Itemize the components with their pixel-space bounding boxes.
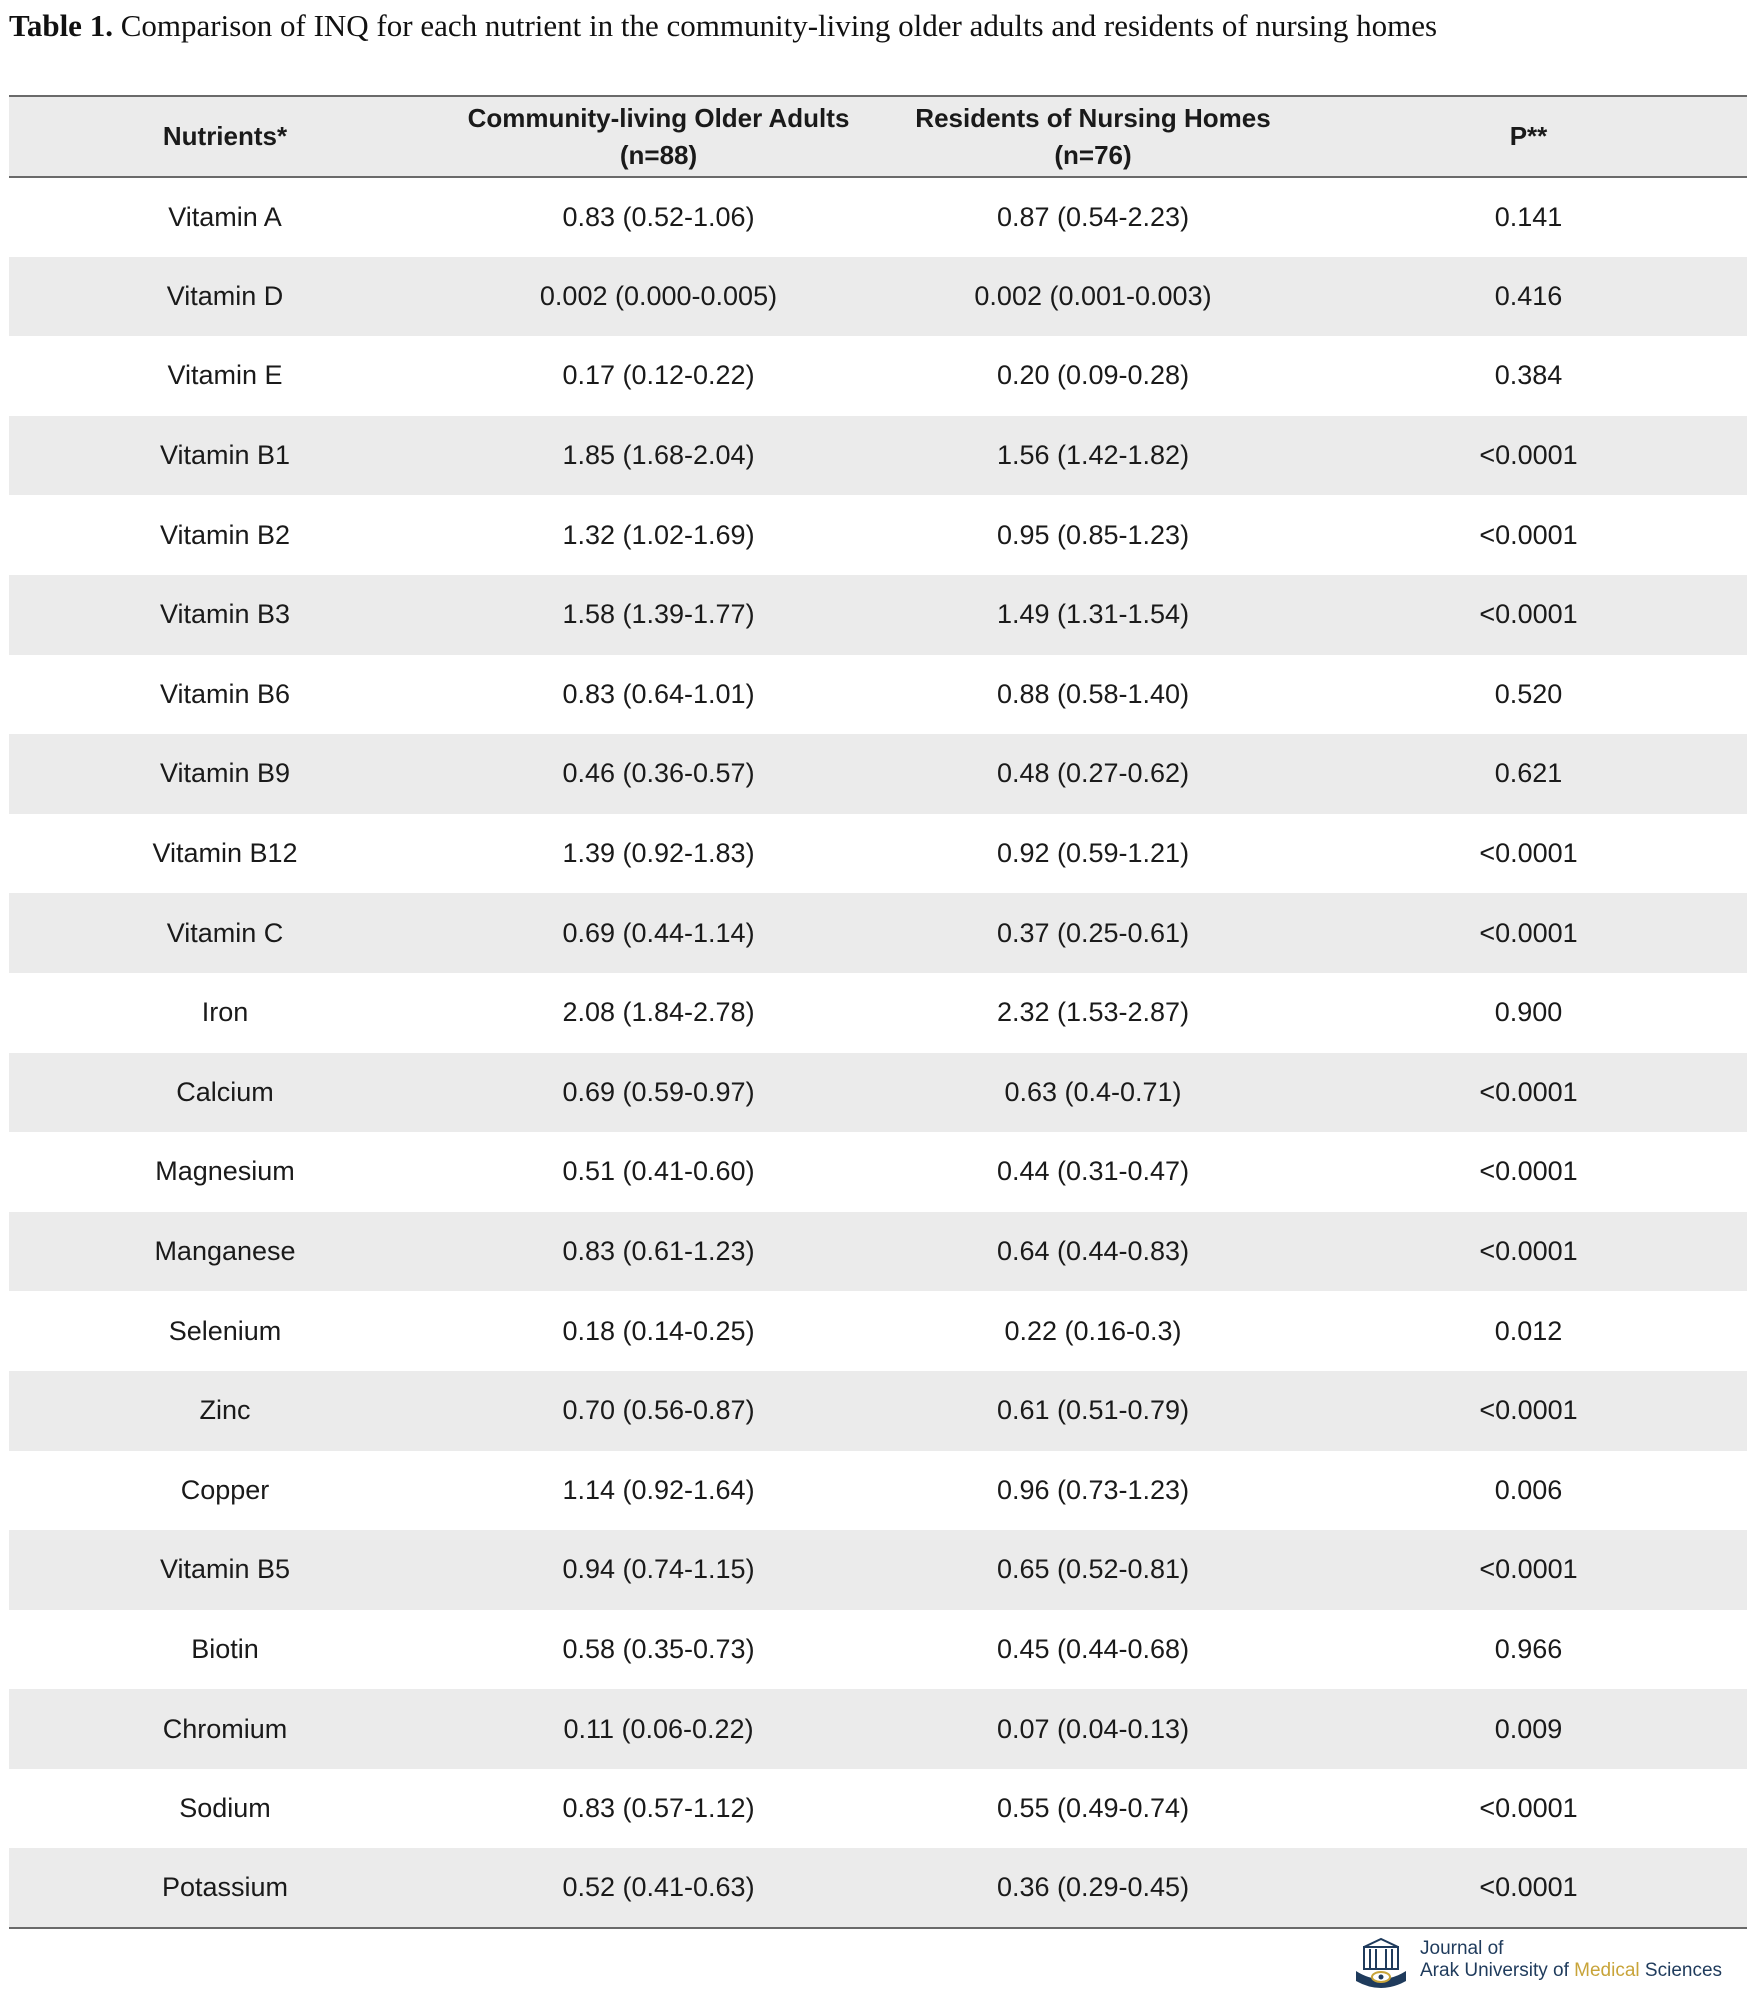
cell-nursing: 0.48 (0.27-0.62) (996, 758, 1190, 789)
cell-nursing: 0.64 (0.44-0.83) (996, 1236, 1190, 1267)
table-row (9, 734, 1747, 814)
cell-nutrient: Selenium (168, 1315, 282, 1346)
cell-p-value: 0.006 (1494, 1474, 1563, 1505)
cell-nursing: 0.95 (0.85-1.23) (996, 519, 1190, 550)
cell-community: 1.39 (0.92-1.83) (562, 838, 755, 869)
cell-community: 0.11 (0.06-0.22) (563, 1713, 754, 1744)
cell-p-value: <0.0001 (1479, 917, 1578, 948)
cell-p-value: 0.009 (1494, 1713, 1563, 1744)
cell-nutrient: Potassium (161, 1872, 289, 1903)
cell-community: 0.83 (0.64-1.01) (562, 678, 755, 709)
caption-text: Comparison of INQ for each nutrient in the community-living older adults and residents of nursing homes (120, 8, 1438, 43)
cell-community: 0.94 (0.74-1.15) (562, 1554, 755, 1585)
cell-nursing: 0.22 (0.16-0.3) (1004, 1315, 1182, 1346)
table-row (9, 257, 1747, 337)
table-row (9, 1689, 1747, 1769)
cell-nutrient: Magnesium (155, 1156, 295, 1187)
cell-nursing: 0.65 (0.52-0.81) (996, 1554, 1190, 1585)
table-row (9, 416, 1747, 496)
header-nutrients: Nutrients* (162, 121, 288, 151)
header-community: Community-living Older Adults (n=88) (467, 102, 850, 170)
cell-p-value: 0.966 (1494, 1633, 1563, 1664)
cell-community: 0.58 (0.35-0.73) (562, 1633, 755, 1664)
cell-community: 0.83 (0.57-1.12) (562, 1793, 755, 1824)
cell-nursing: 0.37 (0.25-0.61) (996, 917, 1190, 948)
cell-nursing: 0.55 (0.49-0.74) (996, 1793, 1190, 1824)
cell-p-value: <0.0001 (1479, 1076, 1578, 1107)
cell-nursing: 0.36 (0.29-0.45) (996, 1872, 1190, 1903)
table-row (9, 973, 1747, 1053)
cell-nutrient: Vitamin A (168, 201, 282, 232)
cell-nursing: 0.87 (0.54-2.23) (996, 201, 1190, 232)
cell-community: 1.32 (1.02-1.69) (562, 519, 755, 550)
table-row (9, 1371, 1747, 1451)
cell-nursing: 1.49 (1.31-1.54) (996, 599, 1190, 630)
logo-line-2: Arak University of Medical Sciences (1420, 1960, 1723, 1981)
table-row (9, 1610, 1747, 1690)
cell-p-value: <0.0001 (1479, 1793, 1578, 1824)
table-row (9, 1053, 1747, 1133)
cell-p-value: <0.0001 (1479, 519, 1578, 550)
cell-nursing: 0.96 (0.73-1.23) (996, 1474, 1190, 1505)
cell-p-value: 0.141 (1494, 201, 1563, 232)
nutrient-inq-table (9, 95, 1747, 1929)
cell-p-value: 0.900 (1494, 997, 1563, 1028)
caption-label: Table 1. (9, 8, 113, 43)
cell-nursing: 0.88 (0.58-1.40) (996, 678, 1190, 709)
cell-p-value: <0.0001 (1479, 440, 1578, 471)
cell-p-value: <0.0001 (1479, 599, 1578, 630)
journal-logo-text (1420, 1938, 1722, 1982)
cell-community: 0.51 (0.41-0.60) (562, 1156, 755, 1187)
table-row (9, 814, 1747, 894)
cell-nutrient: Zinc (199, 1395, 251, 1426)
table-header (9, 96, 1747, 177)
cell-community: 0.69 (0.59-0.97) (562, 1076, 755, 1107)
cell-p-value: 0.384 (1494, 360, 1563, 391)
cell-nutrient: Vitamin B2 (159, 519, 291, 550)
cell-p-value: 0.012 (1494, 1315, 1563, 1346)
cell-community: 0.18 (0.14-0.25) (562, 1315, 755, 1346)
table-caption (9, 8, 1749, 44)
cell-nutrient: Chromium (162, 1713, 288, 1744)
cell-nutrient: Biotin (191, 1633, 259, 1664)
cell-p-value: <0.0001 (1479, 1156, 1578, 1187)
table-row (9, 336, 1747, 416)
table-row (9, 1769, 1747, 1849)
table-row (9, 575, 1747, 655)
table-row (9, 655, 1747, 735)
cell-community: 1.14 (0.92-1.64) (562, 1474, 755, 1505)
cell-community: 1.58 (1.39-1.77) (562, 599, 755, 630)
cell-community: 2.08 (1.84-2.78) (562, 997, 755, 1028)
cell-nutrient: Iron (201, 997, 249, 1028)
cell-nursing: 0.20 (0.09-0.28) (996, 360, 1190, 391)
cell-nursing: 2.32 (1.53-2.87) (996, 997, 1190, 1028)
cell-nursing: 0.44 (0.31-0.47) (996, 1156, 1190, 1187)
table-row (9, 1132, 1747, 1212)
cell-nutrient: Vitamin E (167, 360, 283, 391)
header-p-value: P** (1509, 121, 1548, 151)
cell-p-value: <0.0001 (1479, 1872, 1578, 1903)
table-row (9, 495, 1747, 575)
table-row (9, 1291, 1747, 1371)
cell-community: 0.002 (0.000-0.005) (539, 280, 778, 311)
cell-nutrient: Vitamin B6 (159, 678, 291, 709)
cell-community: 0.83 (0.61-1.23) (562, 1236, 755, 1267)
cell-p-value: <0.0001 (1479, 1554, 1578, 1585)
cell-p-value: <0.0001 (1479, 838, 1578, 869)
cell-community: 0.70 (0.56-0.87) (562, 1395, 755, 1426)
cell-nutrient: Vitamin B12 (152, 838, 298, 869)
cell-p-value: 0.520 (1494, 678, 1563, 709)
table-row (9, 177, 1747, 257)
cell-nursing: 0.07 (0.04-0.13) (996, 1713, 1190, 1744)
cell-p-value: <0.0001 (1479, 1395, 1578, 1426)
cell-nutrient: Vitamin B1 (159, 440, 291, 471)
cell-community: 0.17 (0.12-0.22) (562, 360, 755, 391)
cell-nursing: 0.002 (0.001-0.003) (974, 280, 1212, 311)
cell-nursing: 0.63 (0.4-0.71) (1004, 1076, 1182, 1107)
table-row (9, 1530, 1747, 1610)
table-row (9, 1848, 1747, 1928)
table-body (9, 177, 1747, 1928)
table-row (9, 893, 1747, 973)
header-row (9, 96, 1747, 177)
cell-nutrient: Sodium (179, 1793, 271, 1824)
cell-p-value: <0.0001 (1479, 1236, 1578, 1267)
cell-nursing: 1.56 (1.42-1.82) (996, 440, 1190, 471)
cell-nutrient: Vitamin B3 (159, 599, 291, 630)
cell-community: 0.46 (0.36-0.57) (562, 758, 755, 789)
header-nursing-homes: Residents of Nursing Homes (n=76) (915, 102, 1271, 170)
cell-nursing: 0.92 (0.59-1.21) (996, 838, 1190, 869)
table-container (9, 95, 1747, 1929)
cell-nutrient: Vitamin B5 (159, 1554, 291, 1585)
cell-nutrient: Manganese (154, 1236, 296, 1267)
table-row (9, 1451, 1747, 1531)
journal-logo (1350, 1937, 1750, 1992)
cell-p-value: 0.621 (1494, 758, 1563, 789)
cell-nutrient: Vitamin B9 (159, 758, 291, 789)
cell-nutrient: Copper (180, 1474, 270, 1505)
cell-p-value: 0.416 (1494, 280, 1563, 311)
logo-line-1: Journal of (1420, 1938, 1504, 1959)
cell-community: 0.52 (0.41-0.63) (562, 1872, 755, 1903)
cell-nutrient: Calcium (176, 1076, 274, 1107)
cell-community: 0.69 (0.44-1.14) (562, 917, 755, 948)
cell-community: 1.85 (1.68-2.04) (562, 440, 755, 471)
table-row (9, 1212, 1747, 1292)
cell-nursing: 0.45 (0.44-0.68) (996, 1633, 1190, 1664)
cell-community: 0.83 (0.52-1.06) (562, 201, 755, 232)
journal-emblem-icon (1350, 1937, 1412, 1992)
cell-nutrient: Vitamin C (166, 917, 284, 948)
cell-nursing: 0.61 (0.51-0.79) (996, 1395, 1190, 1426)
cell-nutrient: Vitamin D (166, 280, 284, 311)
